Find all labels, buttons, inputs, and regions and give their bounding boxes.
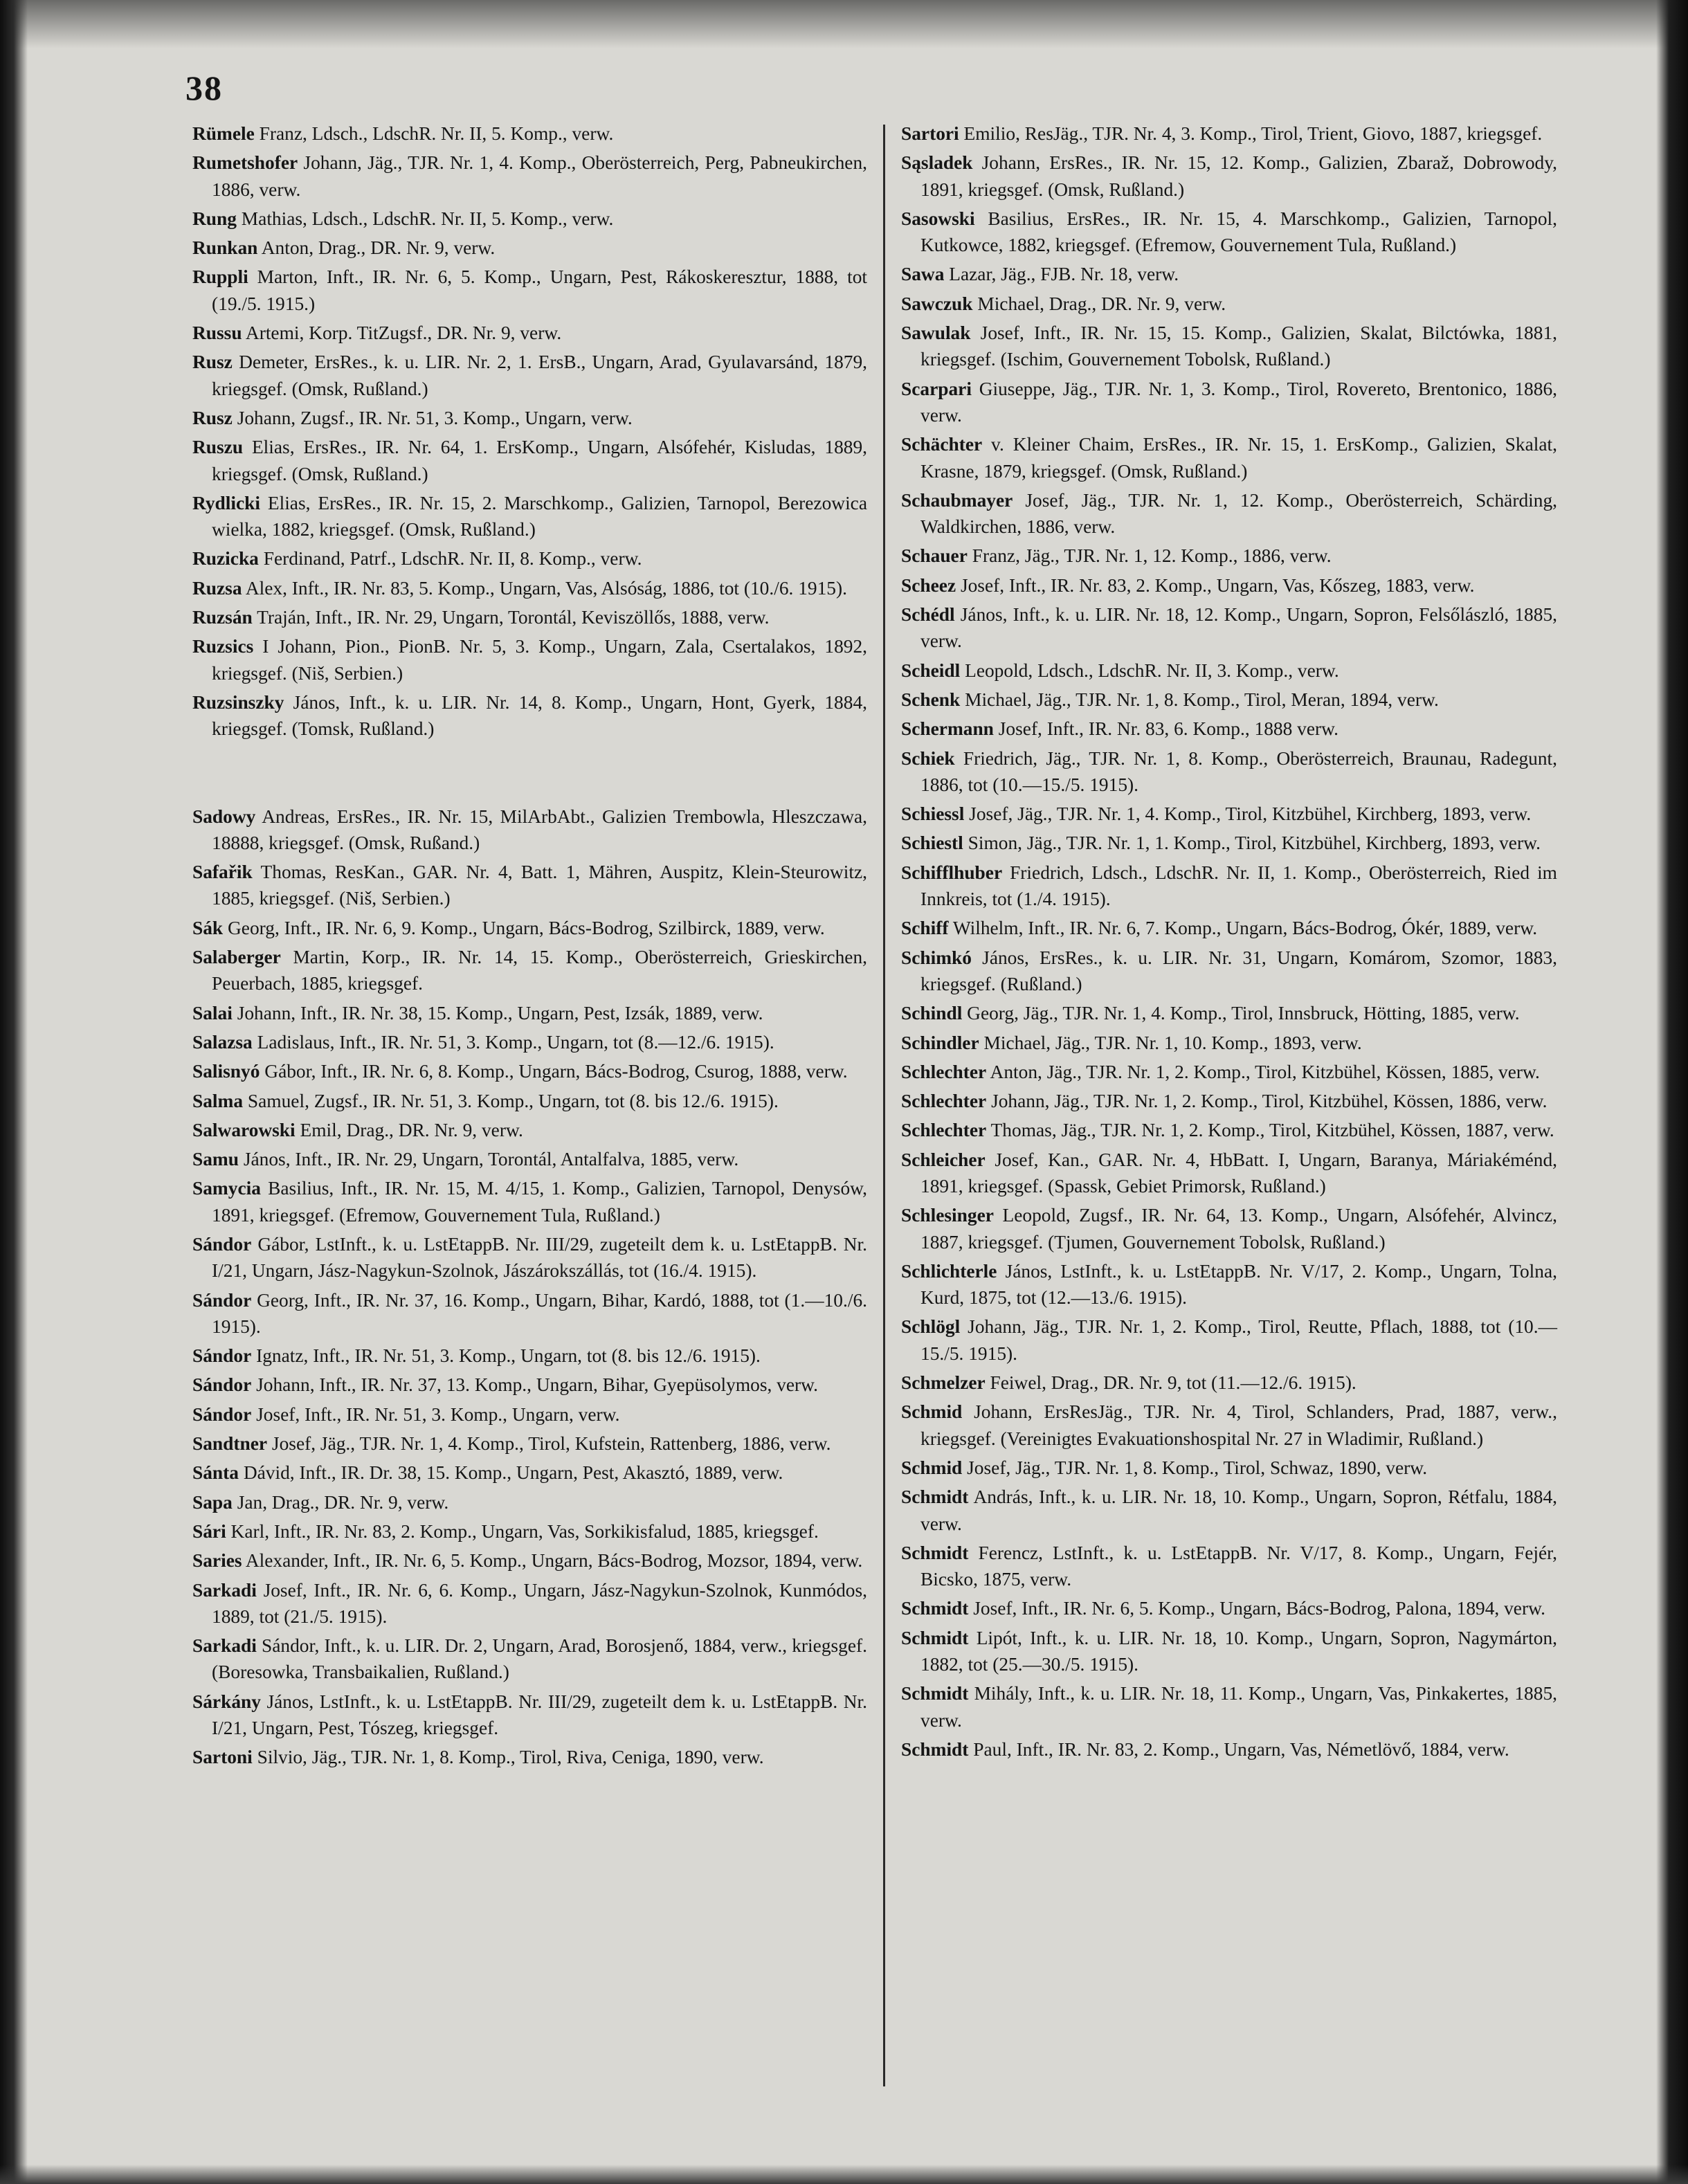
section-gap [192,745,867,803]
entry-surname: Sári [192,1520,226,1542]
list-entry [901,1258,1557,1311]
entry-surname: Schlechter [901,1061,987,1082]
entry-surname: Ruzsán [192,607,253,628]
entry-surname: Runkan [192,237,258,259]
entry-surname: Schmidt [901,1627,969,1648]
entry-details: Elias, ErsRes., IR. Nr. 15, 2. Marschkomp., Galizien, Tarnopol, Berezowica wielka, 1882, kriegsgef. (Omsk, Rußland.) [212,492,867,540]
entry-details: Wilhelm, Inft., IR. Nr. 6, 7. Komp., Ungarn, Bács-Bodrog, Ókér, 1889, verw. [948,918,1538,939]
entry-surname: Ruzsinszky [192,691,284,713]
list-entry [192,349,867,402]
list-entry [192,604,867,630]
entry-surname: Sartoni [192,1747,253,1768]
entry-surname: Salma [192,1090,244,1111]
entry-details: János, ErsRes., k. u. LIR. Nr. 31, Ungarn, Komárom, Szomor, 1883, kriegsgef. (Rußland.) [920,947,1557,994]
list-entry [901,1399,1557,1452]
left-column [192,120,867,1774]
list-entry [192,1117,867,1143]
entry-surname: Sák [192,917,224,938]
entry-details: Josef, Inft., IR. Nr. 83, 6. Komp., 1888 verw. [993,718,1338,740]
entry-surname: Salai [192,1002,233,1023]
list-entry [901,1117,1557,1143]
list-entry [192,490,867,543]
entry-surname: Sąsladek [901,152,973,174]
entry-details: Anton, Jäg., TJR. Nr. 1, 2. Komp., Tirol, Kitzbühel, Kössen, 1885, verw. [986,1061,1540,1082]
entry-surname: Sándor [192,1374,252,1396]
list-entry [901,291,1557,317]
entry-surname: Schiestl [901,832,963,854]
entry-surname: Schmidt [901,1486,969,1508]
entry-details: Martin, Korp., IR. Nr. 14, 15. Komp., Oberösterreich, Grieskirchen, Peuerbach, 1885, kriegsgef. [212,947,867,994]
entry-details: Artemi, Korp. TitZugsf., DR. Nr. 9, verw. [242,322,562,344]
entry-details: Simon, Jäg., TJR. Nr. 1, 1. Komp., Tirol, Kitzbühel, Kirchberg, 1893, verw. [963,832,1541,854]
entry-details: Basilius, Inft., IR. Nr. 15, M. 4/15, 1. Komp., Galizien, Tarnopol, Denysów, 1891, kriegsgef. (Efremow, Gouvernement Tula, Rußland.) [212,1178,867,1226]
entry-surname: Schindl [901,1003,963,1024]
list-entry [901,206,1557,259]
list-entry [192,1401,867,1428]
entry-details: Ferencz, LstInft., k. u. LstEtappB. Nr. V/17, 8. Komp., Ungarn, Fejér, Bicsko, 1875, verw. [920,1542,1557,1590]
entry-surname: Schmid [901,1401,963,1423]
entry-surname: Salwarowski [192,1119,296,1140]
entry-details: András, Inft., k. u. LIR. Nr. 18, 10. Komp., Ungarn, Sopron, Rétfalu, 1884, verw. [920,1486,1557,1534]
entry-details: Lazar, Jäg., FJB. Nr. 18, verw. [944,264,1179,285]
entry-details: Josef, Kan., GAR. Nr. 4, HbBatt. I, Ungarn, Baranya, Máriakéménd, 1891, kriegsgef. (Spassk, Gebiet Primorsk, Rußland.) [920,1149,1557,1196]
entry-details: Thomas, Jäg., TJR. Nr. 1, 2. Komp., Tirol, Kitzbühel, Kössen, 1887, verw. [986,1120,1554,1141]
list-entry [901,1088,1557,1114]
entry-surname: Sándor [192,1403,252,1425]
list-entry [192,545,867,572]
entry-details: Gábor, LstInft., k. u. LstEtappB. Nr. III/29, zugeteilt dem k. u. LstEtappB. Nr. I/21, Ungarn, Jász-Nagykun-Szolnok, Jászárokszállás, tot (16./4. 1915). [212,1233,867,1282]
entry-details: Johann, Jäg., TJR. Nr. 1, 2. Komp., Tirol, Reutte, Pflach, 1888, tot (10.—15./5. 1915). [920,1316,1557,1364]
list-entry [192,149,867,203]
entry-details: Franz, Ldsch., LdschR. Nr. II, 5. Komp., verw. [254,123,614,144]
list-entry [192,1088,867,1114]
entry-details: János, Inft., IR. Nr. 29, Ungarn, Torontál, Antalfalva, 1885, verw. [238,1149,739,1170]
list-entry [901,1484,1557,1537]
entry-surname: Schächter [901,434,983,455]
entry-surname: Rumetshofer [192,152,298,174]
list-entry [192,1632,867,1686]
entry-surname: Ruszu [192,437,244,458]
entry-details: Leopold, Zugsf., IR. Nr. 64, 13. Komp., Ungarn, Alsófehér, Alvincz, 1887, kriegsgef. (Tjumen, Gouvernement Tobolsk, Rußland.) [920,1205,1557,1253]
scan-edge-top [0,0,1688,48]
list-entry [901,1030,1557,1056]
entry-surname: Schaubmayer [901,489,1013,511]
page-number: 38 [185,69,223,107]
entry-surname: Schiff [901,918,949,939]
scan-edge-left [0,0,28,2184]
list-entry [192,434,867,487]
entry-details: Josef, Inft., IR. Nr. 15, 15. Komp., Galizien, Skalat, Bilctówka, 1881, kriegsgef. (Ischim, Gouvernement Tobolsk, Rußland.) [920,322,1557,370]
list-entry [901,1202,1557,1255]
list-entry [192,264,867,317]
entry-details: Feiwel, Drag., DR. Nr. 9, tot (11.—12./6. 1915). [985,1372,1356,1394]
list-entry [901,915,1557,941]
entry-surname: Sánta [192,1462,239,1484]
list-entry [901,1680,1557,1733]
entry-details: Friedrich, Ldsch., LdschR. Nr. II, 1. Komp., Oberösterreich, Ried im Innkreis, tot (1./4. 1915). [920,862,1557,910]
entry-details: János, LstInft., k. u. LstEtappB. Nr. V/17, 2. Komp., Ungarn, Tolna, Kurd, 1875, tot (12.—13./6. 1915). [920,1260,1557,1309]
entry-surname: Schlichterle [901,1260,997,1282]
entry-details: János, Inft., k. u. LIR. Nr. 14, 8. Komp., Ungarn, Hont, Gyerk, 1884, kriegsgef. (Tomsk, Rußland.) [212,691,867,740]
list-entry [192,575,867,601]
list-entry [901,657,1557,684]
entry-surname: Sandtner [192,1433,268,1455]
entry-surname: Sándor [192,1289,252,1311]
entry-surname: Salisnyó [192,1061,260,1082]
list-entry [901,1455,1557,1481]
entry-surname: Scheidl [901,659,961,681]
list-entry [192,1547,867,1574]
list-entry [192,944,867,997]
list-entry [901,1625,1557,1678]
entry-details: Emilio, ResJäg., TJR. Nr. 4, 3. Komp., Tirol, Trient, Giovo, 1887, kriegsgef. [959,123,1543,144]
entry-surname: Sarkadi [192,1579,257,1601]
entry-details: Andreas, ErsRes., IR. Nr. 15, MilArbAbt., Galizien Trembowla, Hleszczawa, 18888, kriegsgef. (Omsk, Rußand.) [212,806,867,853]
list-entry [901,859,1557,913]
entry-surname: Saries [192,1550,242,1572]
entry-surname: Schédl [901,604,955,626]
entry-surname: Sarkadi [192,1635,257,1657]
entry-surname: Schauer [901,545,968,567]
list-entry [192,120,867,147]
entry-surname: Schimkó [901,947,972,968]
entry-details: Michael, Jäg., TJR. Nr. 1, 8. Komp., Tirol, Meran, 1894, verw. [960,689,1439,710]
entry-details: Josef, Inft., IR. Nr. 83, 2. Komp., Ungarn, Vas, Kőszeg, 1883, verw. [956,574,1475,596]
entry-details: Michael, Jäg., TJR. Nr. 1, 10. Komp., 1893, verw. [979,1032,1362,1053]
list-entry [901,686,1557,713]
list-entry [192,1489,867,1516]
entry-surname: Sárkány [192,1691,261,1712]
entry-surname: Schmelzer [901,1372,986,1394]
entry-details: Johann, Jäg., TJR. Nr. 1, 4. Komp., Oberösterreich, Perg, Pabneukirchen, 1886, verw. [212,152,867,200]
entry-surname: Sawulak [901,322,971,344]
entry-surname: Scheez [901,574,956,596]
list-entry [901,431,1557,484]
list-entry [901,1313,1557,1367]
entry-surname: Ruzsa [192,577,242,599]
entry-details: János, LstInft., k. u. LstEtappB. Nr. III/29, zugeteilt dem k. u. LstEtappB. Nr. I/21, Ungarn, Pest, Tószeg, kriegsgef. [212,1691,867,1739]
entry-details: Giuseppe, Jäg., TJR. Nr. 1, 3. Komp., Tirol, Rovereto, Brentonico, 1886, verw. [920,378,1557,426]
entry-surname: Schmidt [901,1738,969,1760]
entry-surname: Rung [192,208,237,229]
entry-surname: Ruppli [192,266,248,288]
entry-details: Lipót, Inft., k. u. LIR. Nr. 18, 10. Komp., Ungarn, Sopron, Nagymárton, 1882, tot (25.—30./5. 1915). [920,1627,1557,1675]
entry-details: Traján, Inft., IR. Nr. 29, Ungarn, Torontál, Keviszöllős, 1888, verw. [252,607,770,628]
list-entry [901,261,1557,287]
list-entry [901,1147,1557,1200]
list-entry [192,1518,867,1545]
entry-details: Thomas, ResKan., GAR. Nr. 4, Batt. 1, Mähren, Auspitz, Klein-Steurowitz, 1885, kriegsgef. (Niš, Serbien.) [212,862,867,909]
list-entry [192,320,867,346]
entry-details: Anton, Drag., DR. Nr. 9, verw. [257,237,496,259]
entry-details: Marton, Inft., IR. Nr. 6, 5. Komp., Ungarn, Pest, Rákoskeresztur, 1888, tot (19./5. 1915.) [212,266,867,314]
entry-details: Johann, Inft., IR. Nr. 38, 15. Komp., Ungarn, Pest, Izsák, 1889, verw. [232,1002,763,1023]
list-entry [192,1430,867,1457]
entry-details: Ignatz, Inft., IR. Nr. 51, 3. Komp., Ungarn, tot (8. bis 12./6. 1915). [251,1345,761,1367]
entry-details: Emil, Drag., DR. Nr. 9, verw. [295,1119,523,1140]
list-entry [192,1577,867,1630]
entry-details: Josef, Inft., IR. Nr. 6, 5. Komp., Ungarn, Bács-Bodrog, Palona, 1894, verw. [968,1598,1545,1619]
list-entry [192,633,867,686]
list-entry [192,1287,867,1340]
list-entry [901,745,1557,799]
entry-details: Karl, Inft., IR. Nr. 83, 2. Komp., Ungarn, Vas, Sorkikisfalud, 1885, kriegsgef. [226,1520,819,1542]
scan-edge-right [1656,0,1688,2184]
list-entry [192,1029,867,1055]
entry-surname: Samycia [192,1178,261,1199]
entry-details: I Johann, Pion., PionB. Nr. 5, 3. Komp., Ungarn, Zala, Csertalakos, 1892, kriegsgef. (Niš, Serbien.) [212,636,867,684]
list-entry [901,149,1557,203]
entry-details: Leopold, Ldsch., LdschR. Nr. II, 3. Komp., verw. [960,659,1339,681]
entry-surname: Schiessl [901,803,965,825]
entry-details: Johann, ErsResJäg., TJR. Nr. 4, Tirol, Schlanders, Prad, 1887, verw., kriegsgef. (Vereinigtes Evakuationshospital Nr. 27 in Wladimir, Rußland.) [920,1401,1557,1449]
entry-details: János, Inft., k. u. LIR. Nr. 18, 12. Komp., Ungarn, Sopron, Felsőlászló, 1885, verw. [920,604,1557,652]
entry-details: Josef, Jäg., TJR. Nr. 1, 8. Komp., Tirol, Schwaz, 1890, verw. [962,1457,1428,1478]
list-entry [192,1146,867,1172]
entry-details: Sándor, Inft., k. u. LIR. Dr. 2, Ungarn, Arad, Borosjenő, 1884, verw., kriegsgef. (Boresowka, Transbaikalien, Rußland.) [212,1635,867,1683]
list-entry [192,1744,867,1770]
list-entry [901,830,1557,856]
entry-surname: Schifflhuber [901,862,1003,883]
entry-surname: Sapa [192,1491,233,1513]
entry-surname: Schlögl [901,1316,961,1338]
list-entry [901,572,1557,599]
entry-details: Josef, Jäg., TJR. Nr. 1, 4. Komp., Tirol, Kitzbühel, Kirchberg, 1893, verw. [964,803,1532,825]
entry-details: Michael, Drag., DR. Nr. 9, verw. [972,293,1226,314]
entry-details: Elias, ErsRes., IR. Nr. 64, 1. ErsKomp., Ungarn, Alsófehér, Kisludas, 1889, kriegsgef. (Omsk, Rußland.) [212,437,867,484]
column-divider [883,125,885,2086]
entry-surname: Schmidt [901,1683,969,1704]
entry-surname: Sartori [901,123,959,144]
entry-details: Silvio, Jäg., TJR. Nr. 1, 8. Komp., Tirol, Riva, Ceniga, 1890, verw. [252,1747,764,1768]
entry-details: Mihály, Inft., k. u. LIR. Nr. 18, 11. Komp., Ungarn, Vas, Pinkakertes, 1885, verw. [920,1683,1557,1731]
list-entry [192,1231,867,1284]
entry-surname: Safařik [192,862,253,883]
entry-details: Josef, Jäg., TJR. Nr. 1, 12. Komp., Oberösterreich, Schärding, Waldkirchen, 1886, verw. [920,489,1557,538]
list-entry [192,1000,867,1026]
list-entry [901,1369,1557,1396]
entry-surname: Ruzicka [192,548,259,570]
entry-surname: Rusz [192,407,233,428]
entry-surname: Schiek [901,747,955,769]
entry-details: Alex, Inft., IR. Nr. 83, 5. Komp., Ungarn, Vas, Alsóság, 1886, tot (10./6. 1915). [242,577,847,599]
entry-surname: Rümele [192,123,255,144]
entry-details: Mathias, Ldsch., LdschR. Nr. II, 5. Komp., verw. [236,208,614,229]
entry-surname: Schenk [901,689,961,710]
list-entry [901,1736,1557,1763]
list-entry [901,945,1557,998]
right-column [901,120,1557,1765]
list-entry [192,915,867,941]
list-entry [901,1000,1557,1026]
entry-details: Paul, Inft., IR. Nr. 83, 2. Komp., Ungarn, Vas, Németlövő, 1884, verw. [968,1738,1509,1760]
list-entry [901,716,1557,742]
entry-surname: Russu [192,322,242,344]
entry-surname: Sasowski [901,208,975,229]
entry-surname: Rydlicki [192,492,260,513]
entry-details: Dávid, Inft., IR. Dr. 38, 15. Komp., Ungarn, Pest, Akasztó, 1889, verw. [238,1462,783,1484]
entry-surname: Sándor [192,1345,252,1367]
list-entry [192,1689,867,1742]
entry-details: Johann, ErsRes., IR. Nr. 15, 12. Komp., Galizien, Zbaraž, Dobrowody, 1891, kriegsgef. (Omsk, Rußland.) [920,152,1557,200]
list-entry [192,235,867,261]
entry-details: Ferdinand, Patrf., LdschR. Nr. II, 8. Komp., verw. [258,548,642,570]
entry-details: Georg, Inft., IR. Nr. 6, 9. Komp., Ungarn, Bács-Bodrog, Szilbirck, 1889, verw. [223,917,825,938]
entry-details: Basilius, ErsRes., IR. Nr. 15, 4. Marschkomp., Galizien, Tarnopol, Kutkowce, 1882, kriegsgef. (Efremow, Gouvernement Tula, Rußland.) [920,208,1557,256]
entry-surname: Schleicher [901,1149,986,1170]
entry-surname: Schermann [901,718,994,740]
entry-details: Georg, Jäg., TJR. Nr. 1, 4. Komp., Tirol, Innsbruck, Hötting, 1885, verw. [962,1003,1520,1024]
entry-surname: Schlesinger [901,1205,994,1226]
entry-details: v. Kleiner Chaim, ErsRes., IR. Nr. 15, 1. ErsKomp., Galizien, Skalat, Krasne, 1879, kriegsgef. (Omsk, Rußland.) [920,434,1557,482]
entry-details: Josef, Inft., IR. Nr. 51, 3. Komp., Ungarn, verw. [251,1403,620,1425]
entry-surname: Schmidt [901,1542,969,1563]
scan-edge-bottom [0,2165,1688,2184]
entry-details: Friedrich, Jäg., TJR. Nr. 1, 8. Komp., Oberösterreich, Braunau, Radegunt, 1886, tot (10.—15./5. 1915). [920,747,1557,795]
entry-surname: Salaberger [192,947,281,968]
entry-surname: Schlechter [901,1091,987,1112]
entry-details: Demeter, ErsRes., k. u. LIR. Nr. 2, 1. ErsB., Ungarn, Arad, Gyulavarsánd, 1879, kriegsgef. (Omsk, Rußland.) [212,352,867,399]
list-entry [901,320,1557,373]
list-entry [901,801,1557,827]
entry-surname: Sawa [901,264,945,285]
entry-surname: Salazsa [192,1031,253,1053]
entry-details: Georg, Inft., IR. Nr. 37, 16. Komp., Ungarn, Bihar, Kardó, 1888, tot (1.—10./6. 1915). [212,1289,867,1337]
entry-details: Jan, Drag., DR. Nr. 9, verw. [232,1491,449,1513]
entry-details: Ladislaus, Inft., IR. Nr. 51, 3. Komp., Ungarn, tot (8.—12./6. 1915). [252,1031,774,1053]
list-entry [901,1059,1557,1085]
entry-details: Franz, Jäg., TJR. Nr. 1, 12. Komp., 1886, verw. [967,545,1332,567]
list-entry [192,803,867,857]
entry-details: Josef, Jäg., TJR. Nr. 1, 4. Komp., Tirol, Kufstein, Rattenberg, 1886, verw. [267,1433,831,1455]
list-entry [901,543,1557,569]
entry-surname: Ruzsics [192,636,254,657]
list-entry [192,405,867,431]
entry-surname: Samu [192,1149,239,1170]
list-entry [192,1175,867,1228]
entry-surname: Schlechter [901,1120,987,1141]
list-entry [192,1343,867,1369]
entry-surname: Schmid [901,1457,963,1478]
list-entry [192,1372,867,1398]
list-entry [192,689,867,743]
entry-details: Alexander, Inft., IR. Nr. 6, 5. Komp., Ungarn, Bács-Bodrog, Mozsor, 1894, verw. [242,1550,863,1572]
list-entry [192,1058,867,1084]
entry-surname: Rusz [192,352,233,373]
list-entry [901,601,1557,655]
entry-details: Johann, Zugsf., IR. Nr. 51, 3. Komp., Ungarn, verw. [232,407,633,428]
list-entry [901,1540,1557,1593]
entry-surname: Schindler [901,1032,979,1053]
list-entry [901,376,1557,429]
entry-details: Johann, Jäg., TJR. Nr. 1, 2. Komp., Tirol, Kitzbühel, Kössen, 1886, verw. [986,1091,1548,1112]
entry-details: Gábor, Inft., IR. Nr. 6, 8. Komp., Ungarn, Bács-Bodrog, Csurog, 1888, verw. [260,1061,848,1082]
entry-surname: Sadowy [192,806,256,827]
list-entry [901,487,1557,540]
list-entry [192,206,867,232]
entry-details: Josef, Inft., IR. Nr. 6, 6. Komp., Ungarn, Jász-Nagykun-Szolnok, Kunmódos, 1889, tot (21./5. 1915). [212,1579,867,1627]
entry-surname: Scarpari [901,378,972,399]
entry-details: Johann, Inft., IR. Nr. 37, 13. Komp., Ungarn, Bihar, Gyepüsolymos, verw. [251,1374,818,1396]
list-entry [901,1595,1557,1621]
entry-surname: Schmidt [901,1598,969,1619]
entry-surname: Sawczuk [901,293,973,314]
entry-surname: Sándor [192,1233,252,1255]
list-entry [901,120,1557,147]
entry-details: Samuel, Zugsf., IR. Nr. 51, 3. Komp., Ungarn, tot (8. bis 12./6. 1915). [243,1090,779,1111]
list-entry [192,1459,867,1486]
list-entry [192,859,867,912]
